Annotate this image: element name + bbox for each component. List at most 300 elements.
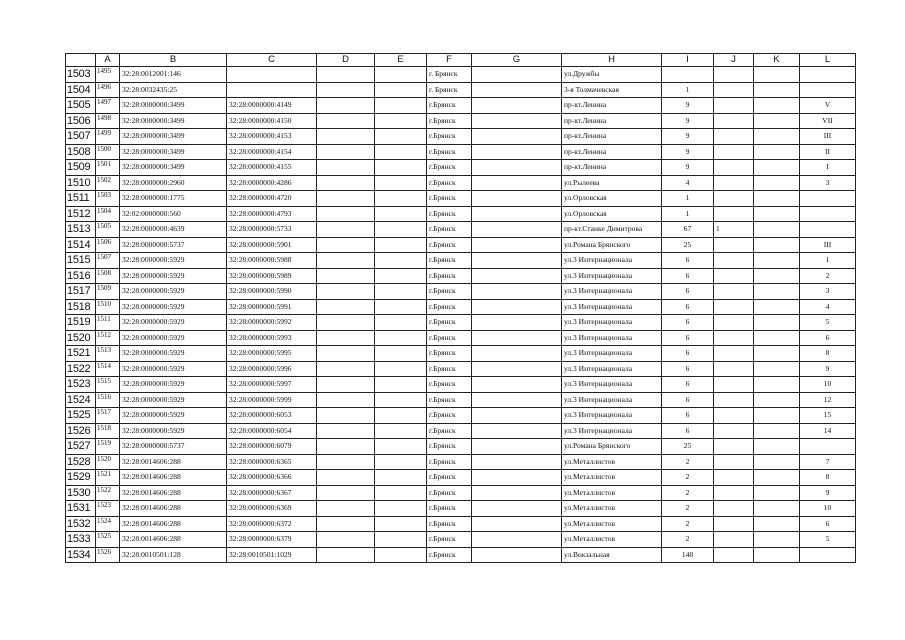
cell-e[interactable] bbox=[375, 175, 427, 191]
cell-d[interactable] bbox=[317, 206, 375, 222]
cell-l[interactable]: 5 bbox=[800, 532, 856, 548]
cell-j[interactable] bbox=[714, 98, 754, 114]
cell-l[interactable]: 9 bbox=[800, 485, 856, 501]
cell-e[interactable] bbox=[375, 284, 427, 300]
cell-h[interactable]: ул.3 Интернационала bbox=[562, 315, 662, 331]
cell-k[interactable] bbox=[754, 361, 800, 377]
cell-e[interactable] bbox=[375, 454, 427, 470]
cell-k[interactable] bbox=[754, 423, 800, 439]
cell-j[interactable] bbox=[714, 346, 754, 362]
cell-b[interactable]: 32:28:0000000:5929 bbox=[120, 392, 227, 408]
cell-g[interactable] bbox=[472, 129, 562, 145]
cell-l[interactable]: III bbox=[800, 129, 856, 145]
cell-i[interactable]: 25 bbox=[662, 439, 714, 455]
cell-g[interactable] bbox=[472, 284, 562, 300]
cell-e[interactable] bbox=[375, 501, 427, 517]
cell-g[interactable] bbox=[472, 237, 562, 253]
cell-a[interactable]: 1506 bbox=[96, 237, 120, 253]
cell-l[interactable]: 14 bbox=[800, 423, 856, 439]
cell-h[interactable]: ул.Дружбы bbox=[562, 67, 662, 83]
cell-e[interactable] bbox=[375, 377, 427, 393]
cell-l[interactable]: 7 bbox=[800, 454, 856, 470]
cell-a[interactable]: 1514 bbox=[96, 361, 120, 377]
cell-k[interactable] bbox=[754, 330, 800, 346]
cell-b[interactable]: 32:28:0014606:288 bbox=[120, 454, 227, 470]
cell-j[interactable] bbox=[714, 361, 754, 377]
cell-f[interactable]: г. Брянск bbox=[427, 82, 472, 98]
cell-d[interactable] bbox=[317, 253, 375, 269]
cell-c[interactable]: 32:28:0000000:4150 bbox=[227, 113, 317, 129]
cell-j[interactable] bbox=[714, 268, 754, 284]
cell-k[interactable] bbox=[754, 284, 800, 300]
cell-h[interactable]: ул.3 Интернационала bbox=[562, 299, 662, 315]
cell-h[interactable]: ул.3 Интернационала bbox=[562, 408, 662, 424]
cell-f[interactable]: г.Брянск bbox=[427, 144, 472, 160]
cell-k[interactable] bbox=[754, 516, 800, 532]
cell-h[interactable]: ул.Металлистов bbox=[562, 485, 662, 501]
cell-j[interactable] bbox=[714, 439, 754, 455]
cell-i[interactable]: 148 bbox=[662, 547, 714, 563]
cell-f[interactable]: г.Брянск bbox=[427, 237, 472, 253]
cell-j[interactable] bbox=[714, 284, 754, 300]
cell-c[interactable]: 32:28:0000000:6372 bbox=[227, 516, 317, 532]
cell-f[interactable]: г.Брянск bbox=[427, 206, 472, 222]
cell-j[interactable] bbox=[714, 113, 754, 129]
row-number-cell[interactable]: 1520 bbox=[66, 330, 96, 346]
cell-h[interactable]: ул.Металлистов bbox=[562, 470, 662, 486]
cell-f[interactable]: г.Брянск bbox=[427, 253, 472, 269]
cell-i[interactable]: 6 bbox=[662, 253, 714, 269]
cell-e[interactable] bbox=[375, 222, 427, 238]
cell-i[interactable] bbox=[662, 67, 714, 83]
cell-h[interactable]: ул.Металлистов bbox=[562, 532, 662, 548]
cell-h[interactable]: 3-я Толмачевская bbox=[562, 82, 662, 98]
cell-g[interactable] bbox=[472, 392, 562, 408]
cell-j[interactable] bbox=[714, 82, 754, 98]
cell-h[interactable]: ул.3 Интернационала bbox=[562, 346, 662, 362]
cell-l[interactable]: 3 bbox=[800, 175, 856, 191]
cell-g[interactable] bbox=[472, 268, 562, 284]
cell-g[interactable] bbox=[472, 330, 562, 346]
cell-f[interactable]: г.Брянск bbox=[427, 392, 472, 408]
cell-c[interactable]: 32:28:0000000:5991 bbox=[227, 299, 317, 315]
cell-c[interactable]: 32:28:0000000:5988 bbox=[227, 253, 317, 269]
cell-i[interactable]: 1 bbox=[662, 82, 714, 98]
cell-l[interactable]: 12 bbox=[800, 392, 856, 408]
cell-c[interactable]: 32:28:0000000:5999 bbox=[227, 392, 317, 408]
cell-a[interactable]: 1519 bbox=[96, 439, 120, 455]
cell-k[interactable] bbox=[754, 439, 800, 455]
cell-c[interactable]: 32:28:0000000:4153 bbox=[227, 129, 317, 145]
cell-h[interactable]: ул.Металлистов bbox=[562, 501, 662, 517]
cell-b[interactable]: 32:28:0014606:288 bbox=[120, 485, 227, 501]
cell-g[interactable] bbox=[472, 454, 562, 470]
row-number-cell[interactable]: 1525 bbox=[66, 408, 96, 424]
cell-b[interactable]: 32:28:0000000:3499 bbox=[120, 129, 227, 145]
cell-h[interactable]: ул.3 Интернационала bbox=[562, 392, 662, 408]
cell-a[interactable]: 1509 bbox=[96, 284, 120, 300]
cell-h[interactable]: ул.3 Интернационала bbox=[562, 284, 662, 300]
row-number-cell[interactable]: 1507 bbox=[66, 129, 96, 145]
cell-j[interactable] bbox=[714, 516, 754, 532]
cell-f[interactable]: г.Брянск bbox=[427, 501, 472, 517]
row-number-cell[interactable]: 1526 bbox=[66, 423, 96, 439]
cell-j[interactable] bbox=[714, 330, 754, 346]
cell-d[interactable] bbox=[317, 423, 375, 439]
row-number-cell[interactable]: 1515 bbox=[66, 253, 96, 269]
cell-k[interactable] bbox=[754, 144, 800, 160]
cell-l[interactable]: 4 bbox=[800, 299, 856, 315]
cell-e[interactable] bbox=[375, 237, 427, 253]
cell-f[interactable]: г.Брянск bbox=[427, 299, 472, 315]
column-header-l[interactable]: L bbox=[800, 54, 856, 67]
row-number-cell[interactable]: 1532 bbox=[66, 516, 96, 532]
cell-c[interactable]: 32:28:0000000:5995 bbox=[227, 346, 317, 362]
cell-l[interactable]: 6 bbox=[800, 516, 856, 532]
cell-l[interactable]: 8 bbox=[800, 346, 856, 362]
cell-h[interactable]: ул.3 Интернационала bbox=[562, 361, 662, 377]
cell-g[interactable] bbox=[472, 346, 562, 362]
cell-e[interactable] bbox=[375, 392, 427, 408]
cell-l[interactable]: 15 bbox=[800, 408, 856, 424]
cell-b[interactable]: 32:28:0010501:128 bbox=[120, 547, 227, 563]
cell-d[interactable] bbox=[317, 268, 375, 284]
cell-d[interactable] bbox=[317, 516, 375, 532]
cell-i[interactable]: 2 bbox=[662, 454, 714, 470]
cell-b[interactable]: 32:28:0000000:4639 bbox=[120, 222, 227, 238]
cell-b[interactable]: 32:28:0000000:5929 bbox=[120, 408, 227, 424]
cell-a[interactable]: 1504 bbox=[96, 206, 120, 222]
corner-cell[interactable] bbox=[66, 54, 96, 67]
cell-h[interactable]: ул.3 Интернационала bbox=[562, 330, 662, 346]
cell-d[interactable] bbox=[317, 299, 375, 315]
cell-f[interactable]: г.Брянск bbox=[427, 485, 472, 501]
cell-g[interactable] bbox=[472, 547, 562, 563]
cell-j[interactable] bbox=[714, 423, 754, 439]
cell-h[interactable]: пр-кт.Ленина bbox=[562, 144, 662, 160]
column-header-h[interactable]: H bbox=[562, 54, 662, 67]
cell-e[interactable] bbox=[375, 516, 427, 532]
cell-j[interactable] bbox=[714, 253, 754, 269]
cell-g[interactable] bbox=[472, 315, 562, 331]
row-number-cell[interactable]: 1533 bbox=[66, 532, 96, 548]
cell-f[interactable]: г.Брянск bbox=[427, 470, 472, 486]
cell-g[interactable] bbox=[472, 361, 562, 377]
cell-e[interactable] bbox=[375, 423, 427, 439]
cell-i[interactable]: 6 bbox=[662, 268, 714, 284]
column-header-f[interactable]: F bbox=[427, 54, 472, 67]
row-number-cell[interactable]: 1510 bbox=[66, 175, 96, 191]
cell-l[interactable] bbox=[800, 439, 856, 455]
row-number-cell[interactable]: 1508 bbox=[66, 144, 96, 160]
cell-a[interactable]: 1522 bbox=[96, 485, 120, 501]
cell-l[interactable]: 9 bbox=[800, 361, 856, 377]
cell-c[interactable]: 32:28:0000000:6053 bbox=[227, 408, 317, 424]
cell-c[interactable]: 32:28:0000000:6054 bbox=[227, 423, 317, 439]
cell-e[interactable] bbox=[375, 299, 427, 315]
cell-k[interactable] bbox=[754, 392, 800, 408]
cell-l[interactable]: 2 bbox=[800, 268, 856, 284]
cell-a[interactable]: 1496 bbox=[96, 82, 120, 98]
row-number-cell[interactable]: 1524 bbox=[66, 392, 96, 408]
cell-e[interactable] bbox=[375, 315, 427, 331]
cell-i[interactable]: 6 bbox=[662, 346, 714, 362]
cell-a[interactable]: 1520 bbox=[96, 454, 120, 470]
cell-i[interactable]: 6 bbox=[662, 330, 714, 346]
row-number-cell[interactable]: 1530 bbox=[66, 485, 96, 501]
cell-k[interactable] bbox=[754, 160, 800, 176]
cell-h[interactable]: ул.Вокзальная bbox=[562, 547, 662, 563]
cell-h[interactable]: ул.Металлистов bbox=[562, 516, 662, 532]
cell-f[interactable]: г.Брянск bbox=[427, 346, 472, 362]
cell-c[interactable]: 32:28:0000000:5733 bbox=[227, 222, 317, 238]
column-header-i[interactable]: I bbox=[662, 54, 714, 67]
row-number-cell[interactable]: 1512 bbox=[66, 206, 96, 222]
column-header-j[interactable]: J bbox=[714, 54, 754, 67]
cell-e[interactable] bbox=[375, 206, 427, 222]
cell-k[interactable] bbox=[754, 191, 800, 207]
cell-b[interactable]: 32:28:0014606:288 bbox=[120, 501, 227, 517]
cell-f[interactable]: г.Брянск bbox=[427, 423, 472, 439]
cell-c[interactable]: 32:28:0000000:6369 bbox=[227, 501, 317, 517]
row-number-cell[interactable]: 1521 bbox=[66, 346, 96, 362]
cell-c[interactable]: 32:28:0000000:6379 bbox=[227, 532, 317, 548]
cell-i[interactable]: 6 bbox=[662, 315, 714, 331]
cell-f[interactable]: г.Брянск bbox=[427, 222, 472, 238]
cell-b[interactable]: 32:28:0000000:1775 bbox=[120, 191, 227, 207]
cell-l[interactable] bbox=[800, 191, 856, 207]
cell-a[interactable]: 1497 bbox=[96, 98, 120, 114]
cell-e[interactable] bbox=[375, 144, 427, 160]
cell-e[interactable] bbox=[375, 470, 427, 486]
cell-h[interactable]: пр-кт.Станке Димитрова bbox=[562, 222, 662, 238]
cell-e[interactable] bbox=[375, 361, 427, 377]
cell-f[interactable]: г.Брянск bbox=[427, 516, 472, 532]
cell-b[interactable]: 32:28:0000000:5929 bbox=[120, 268, 227, 284]
row-number-cell[interactable]: 1528 bbox=[66, 454, 96, 470]
cell-k[interactable] bbox=[754, 408, 800, 424]
cell-b[interactable]: 32:28:0014606:288 bbox=[120, 532, 227, 548]
cell-g[interactable] bbox=[472, 439, 562, 455]
cell-l[interactable]: 5 bbox=[800, 315, 856, 331]
cell-c[interactable]: 32:28:0000000:5989 bbox=[227, 268, 317, 284]
cell-j[interactable] bbox=[714, 470, 754, 486]
row-number-cell[interactable]: 1527 bbox=[66, 439, 96, 455]
row-number-cell[interactable]: 1519 bbox=[66, 315, 96, 331]
cell-l[interactable]: VII bbox=[800, 113, 856, 129]
cell-f[interactable]: г.Брянск bbox=[427, 361, 472, 377]
cell-j[interactable] bbox=[714, 501, 754, 517]
cell-f[interactable]: г.Брянск bbox=[427, 191, 472, 207]
cell-i[interactable]: 1 bbox=[662, 191, 714, 207]
cell-h[interactable]: ул.Романа Брянского bbox=[562, 439, 662, 455]
cell-f[interactable]: г.Брянск bbox=[427, 268, 472, 284]
cell-f[interactable]: г.Брянск bbox=[427, 160, 472, 176]
cell-a[interactable]: 1526 bbox=[96, 547, 120, 563]
cell-j[interactable] bbox=[714, 237, 754, 253]
row-number-cell[interactable]: 1503 bbox=[66, 67, 96, 83]
cell-i[interactable]: 6 bbox=[662, 361, 714, 377]
cell-b[interactable]: 32:28:0000000:5929 bbox=[120, 315, 227, 331]
cell-k[interactable] bbox=[754, 377, 800, 393]
cell-i[interactable]: 9 bbox=[662, 98, 714, 114]
cell-b[interactable]: 32:28:0000000:5737 bbox=[120, 439, 227, 455]
cell-d[interactable] bbox=[317, 113, 375, 129]
cell-d[interactable] bbox=[317, 361, 375, 377]
cell-d[interactable] bbox=[317, 191, 375, 207]
cell-d[interactable] bbox=[317, 377, 375, 393]
cell-k[interactable] bbox=[754, 175, 800, 191]
cell-k[interactable] bbox=[754, 206, 800, 222]
row-number-cell[interactable]: 1506 bbox=[66, 113, 96, 129]
cell-i[interactable]: 6 bbox=[662, 284, 714, 300]
cell-c[interactable]: 32:28:0000000:4149 bbox=[227, 98, 317, 114]
cell-e[interactable] bbox=[375, 439, 427, 455]
cell-h[interactable]: ул.3 Интернационала bbox=[562, 423, 662, 439]
cell-e[interactable] bbox=[375, 113, 427, 129]
cell-f[interactable]: г.Брянск bbox=[427, 315, 472, 331]
cell-k[interactable] bbox=[754, 129, 800, 145]
cell-l[interactable] bbox=[800, 206, 856, 222]
cell-e[interactable] bbox=[375, 532, 427, 548]
cell-f[interactable]: г. Брянск bbox=[427, 67, 472, 83]
cell-d[interactable] bbox=[317, 315, 375, 331]
cell-a[interactable]: 1518 bbox=[96, 423, 120, 439]
cell-d[interactable] bbox=[317, 470, 375, 486]
cell-e[interactable] bbox=[375, 129, 427, 145]
cell-d[interactable] bbox=[317, 392, 375, 408]
cell-b[interactable]: 32:28:0014606:288 bbox=[120, 516, 227, 532]
cell-f[interactable]: г.Брянск bbox=[427, 175, 472, 191]
row-number-cell[interactable]: 1517 bbox=[66, 284, 96, 300]
cell-f[interactable]: г.Брянск bbox=[427, 532, 472, 548]
cell-d[interactable] bbox=[317, 532, 375, 548]
cell-a[interactable]: 1524 bbox=[96, 516, 120, 532]
cell-j[interactable] bbox=[714, 315, 754, 331]
cell-i[interactable]: 2 bbox=[662, 532, 714, 548]
cell-f[interactable]: г.Брянск bbox=[427, 439, 472, 455]
cell-g[interactable] bbox=[472, 113, 562, 129]
cell-l[interactable]: V bbox=[800, 98, 856, 114]
cell-f[interactable]: г.Брянск bbox=[427, 284, 472, 300]
cell-l[interactable] bbox=[800, 547, 856, 563]
cell-g[interactable] bbox=[472, 516, 562, 532]
cell-d[interactable] bbox=[317, 408, 375, 424]
cell-e[interactable] bbox=[375, 160, 427, 176]
cell-g[interactable] bbox=[472, 206, 562, 222]
cell-g[interactable] bbox=[472, 501, 562, 517]
cell-j[interactable] bbox=[714, 144, 754, 160]
cell-h[interactable]: пр-кт.Ленина bbox=[562, 98, 662, 114]
cell-a[interactable]: 1515 bbox=[96, 377, 120, 393]
cell-a[interactable]: 1517 bbox=[96, 408, 120, 424]
cell-a[interactable]: 1523 bbox=[96, 501, 120, 517]
cell-c[interactable]: 32:28:0000000:5992 bbox=[227, 315, 317, 331]
cell-l[interactable] bbox=[800, 222, 856, 238]
cell-k[interactable] bbox=[754, 82, 800, 98]
cell-k[interactable] bbox=[754, 299, 800, 315]
cell-b[interactable]: 32:28:0032435:25 bbox=[120, 82, 227, 98]
cell-k[interactable] bbox=[754, 501, 800, 517]
cell-d[interactable] bbox=[317, 454, 375, 470]
cell-h[interactable]: пр-кт.Ленина bbox=[562, 113, 662, 129]
column-header-b[interactable]: B bbox=[120, 54, 227, 67]
cell-h[interactable]: ул.3 Интернационала bbox=[562, 253, 662, 269]
cell-k[interactable] bbox=[754, 98, 800, 114]
cell-j[interactable] bbox=[714, 547, 754, 563]
cell-c[interactable]: 32:28:0000000:6365 bbox=[227, 454, 317, 470]
row-number-cell[interactable]: 1514 bbox=[66, 237, 96, 253]
cell-c[interactable] bbox=[227, 67, 317, 83]
cell-g[interactable] bbox=[472, 470, 562, 486]
cell-l[interactable]: 1 bbox=[800, 253, 856, 269]
cell-g[interactable] bbox=[472, 98, 562, 114]
row-number-cell[interactable]: 1509 bbox=[66, 160, 96, 176]
cell-c[interactable]: 32:28:0000000:4286 bbox=[227, 175, 317, 191]
cell-h[interactable]: ул.Романа Брянского bbox=[562, 237, 662, 253]
cell-i[interactable]: 6 bbox=[662, 377, 714, 393]
cell-b[interactable]: 32:28:0012001:146 bbox=[120, 67, 227, 83]
cell-c[interactable] bbox=[227, 82, 317, 98]
cell-l[interactable]: 10 bbox=[800, 501, 856, 517]
cell-l[interactable]: 8 bbox=[800, 470, 856, 486]
cell-k[interactable] bbox=[754, 222, 800, 238]
cell-j[interactable] bbox=[714, 175, 754, 191]
cell-i[interactable]: 9 bbox=[662, 144, 714, 160]
cell-d[interactable] bbox=[317, 346, 375, 362]
cell-j[interactable] bbox=[714, 532, 754, 548]
cell-d[interactable] bbox=[317, 237, 375, 253]
cell-j[interactable] bbox=[714, 454, 754, 470]
cell-i[interactable]: 67 bbox=[662, 222, 714, 238]
cell-a[interactable]: 1508 bbox=[96, 268, 120, 284]
cell-h[interactable]: ул.3 Интернационала bbox=[562, 268, 662, 284]
cell-e[interactable] bbox=[375, 408, 427, 424]
cell-f[interactable]: г.Брянск bbox=[427, 454, 472, 470]
cell-d[interactable] bbox=[317, 67, 375, 83]
cell-d[interactable] bbox=[317, 144, 375, 160]
cell-l[interactable] bbox=[800, 67, 856, 83]
cell-g[interactable] bbox=[472, 222, 562, 238]
cell-e[interactable] bbox=[375, 268, 427, 284]
cell-a[interactable]: 1521 bbox=[96, 470, 120, 486]
cell-c[interactable]: 32:28:0000000:5993 bbox=[227, 330, 317, 346]
cell-d[interactable] bbox=[317, 330, 375, 346]
cell-k[interactable] bbox=[754, 547, 800, 563]
cell-h[interactable]: пр-кт.Ленина bbox=[562, 160, 662, 176]
cell-h[interactable]: ул.Рылеева bbox=[562, 175, 662, 191]
cell-f[interactable]: г.Брянск bbox=[427, 547, 472, 563]
cell-b[interactable]: 32:28:0000000:2960 bbox=[120, 175, 227, 191]
cell-c[interactable]: 32:28:0000000:4720 bbox=[227, 191, 317, 207]
cell-d[interactable] bbox=[317, 82, 375, 98]
cell-j[interactable]: 1 bbox=[714, 222, 754, 238]
row-number-cell[interactable]: 1531 bbox=[66, 501, 96, 517]
cell-k[interactable] bbox=[754, 268, 800, 284]
cell-d[interactable] bbox=[317, 175, 375, 191]
cell-k[interactable] bbox=[754, 237, 800, 253]
cell-b[interactable]: 32:28:0000000:3499 bbox=[120, 98, 227, 114]
cell-j[interactable] bbox=[714, 299, 754, 315]
cell-i[interactable]: 25 bbox=[662, 237, 714, 253]
cell-c[interactable]: 32:28:0000000:5997 bbox=[227, 377, 317, 393]
cell-e[interactable] bbox=[375, 485, 427, 501]
cell-a[interactable]: 1511 bbox=[96, 315, 120, 331]
cell-a[interactable]: 1510 bbox=[96, 299, 120, 315]
cell-j[interactable] bbox=[714, 408, 754, 424]
cell-g[interactable] bbox=[472, 253, 562, 269]
cell-b[interactable]: 32:28:0000000:5737 bbox=[120, 237, 227, 253]
